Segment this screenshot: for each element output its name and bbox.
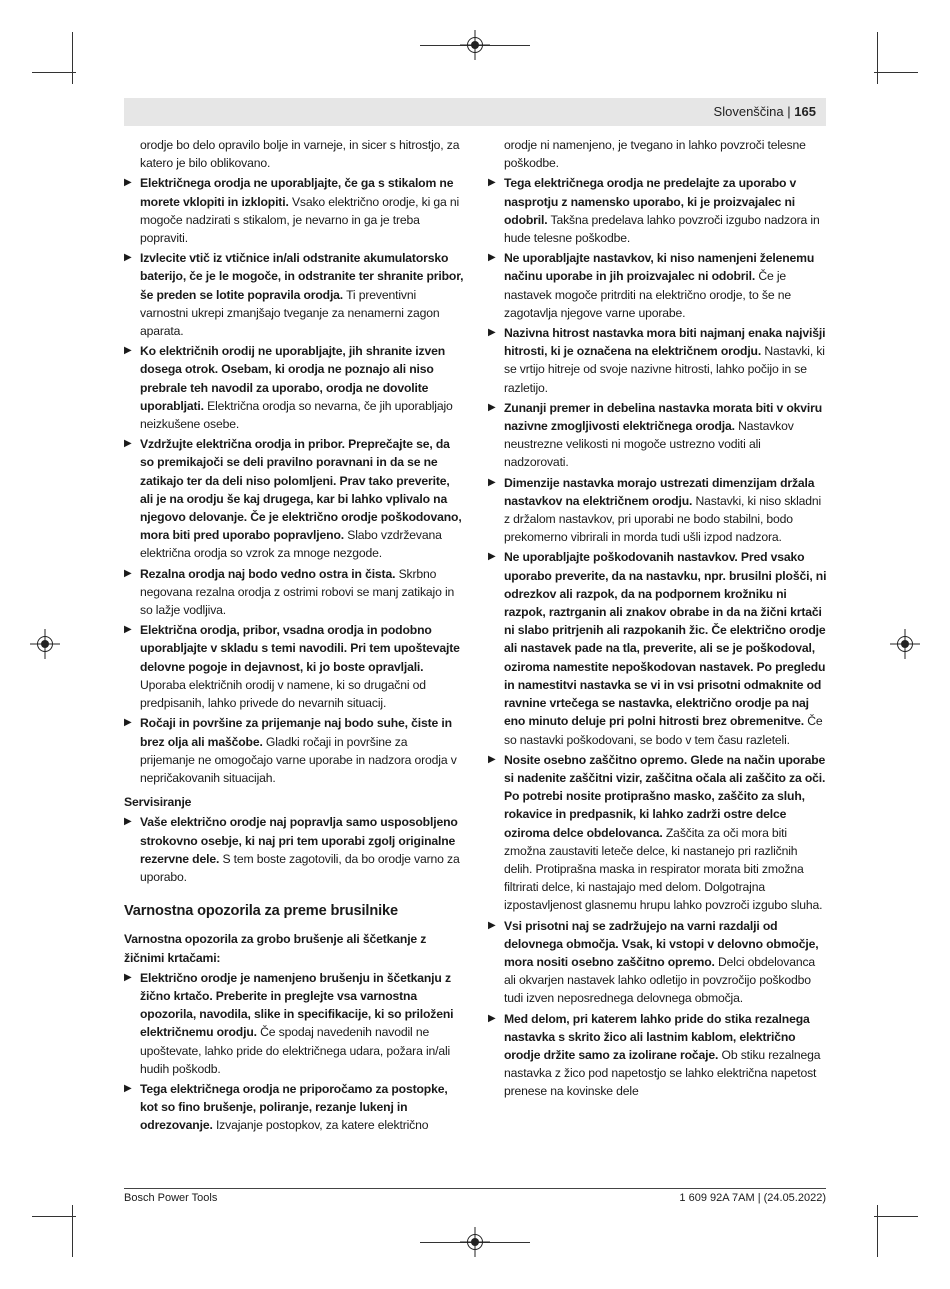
instruction-bold: Električno orodje je namenjeno brušenju in ščetkanju z žično krtačo. Preberite in preglejte vsa varnostna opozorila, navodila, slike in specifikacije, ki so priloženi električnemu orodju. [140, 970, 454, 1040]
instruction-bold: Zunanji premer in debelina nastavka morata biti v okviru nazivne zmogljivosti električnega orodja. [504, 400, 823, 434]
safety-instruction [124, 342, 464, 433]
bullet-triangle-icon: ▶ [488, 1012, 496, 1024]
instruction-text: Ob stiku rezalnega nastavka z žico pod napetostjo se lahko električna napetost prenese na kovinske dele [504, 1047, 821, 1099]
instruction-text: Skrbno negovana rezalna orodja z ostrimi robovi se manj zatikajo in so lažje vodljiva. [140, 566, 455, 618]
instruction-bold: Ne uporabljajte nastavkov, ki niso namenjeni želenemu načinu uporabe in jih proizvajalec ni odobril. [504, 251, 815, 284]
safety-instruction [124, 249, 464, 340]
bullet-triangle-icon: ▶ [488, 919, 496, 931]
instruction-text: Takšna predelava lahko povzroči izgubo nadzora in hude telesne poškodbe. [504, 212, 820, 246]
bullet-triangle-icon: ▶ [488, 327, 496, 339]
safety-instruction [124, 174, 464, 247]
bullet-triangle-icon: ▶ [124, 971, 132, 983]
safety-instruction [124, 435, 464, 562]
right-column [488, 136, 828, 1103]
instruction-bold: Električnega orodja ne uporabljajte, če ga s stikalom ne morete vklopiti in izklopiti. [140, 176, 454, 209]
instruction-bold: Tega električnega orodja ne predelajte za uporabo v nasprotju z namensko uporabo, ki je proizvajalec ni odobril. [504, 176, 797, 227]
instruction-bold: Vaše električno orodje naj popravlja samo usposobljeno strokovno osebje, ki naj pri tem uporabi zgolj originalne rezervne dele. [140, 815, 458, 866]
instruction-text: Delci obdelovanca ali okvarjen nastavek lahko odletijo in povzročijo poškodbo tudi izven neposrednega delovnega območja. [504, 954, 816, 1006]
instruction-bold: Vsi prisotni naj se zadržujejo na varni razdalji od delovnega območja. Vsak, ki vstopi v delovno območje, mora nositi osebno zaščitno opremo. [504, 918, 819, 969]
instruction-bold: Med delom, pri katerem lahko pride do stika rezalnega nastavka s skrito žico ali lastnim kablom, električno orodje držite samo za izolirane ročaje. [504, 1011, 810, 1062]
instruction-text: Če so nastavki poškodovani, se bodo v tem času razleteli. [504, 714, 823, 747]
bullet-triangle-icon: ▶ [124, 345, 132, 357]
bullet-triangle-icon: ▶ [488, 476, 496, 488]
safety-instruction [124, 714, 464, 787]
instruction-bold: Ročaji in površine za prijemanje naj bodo suhe, čiste in brez olja ali maščobe. [140, 716, 452, 749]
bullet-triangle-icon: ▶ [488, 401, 496, 413]
safety-instruction [124, 813, 464, 886]
registration-mark-icon [467, 1234, 483, 1250]
crop-mark [72, 1205, 73, 1257]
registration-mark-icon [467, 37, 483, 53]
instruction-bold: Izvlecite vtič iz vtičnice in/ali odstranite akumulatorsko baterijo, če je le mogoče, in odstranite ter shranite pribor, še preden se lotite popravila orodja. [140, 251, 464, 302]
safety-instruction [124, 969, 464, 1078]
instruction-bold: Dimenzije nastavka morajo ustrezati dimenzijam držala nastavkov na električnem orodju. [504, 475, 815, 508]
instruction-text: Če je nastavek mogoče pritrditi na električno orodje, to še ne zagotavlja njegove varne uporabe. [504, 269, 791, 320]
bullet-triangle-icon: ▶ [124, 438, 132, 450]
bullet-triangle-icon: ▶ [124, 1082, 132, 1094]
crop-mark [874, 72, 918, 73]
bullet-triangle-icon: ▶ [124, 567, 132, 579]
subheading: Varnostna opozorila za grobo brušenje ali ščetkanje z žičnimi krtačami: [124, 932, 427, 965]
instruction-text: Vsako električno orodje, ki ga ni mogoče nadzirati s stikalom, je nevarno in ga je treba popraviti. [140, 194, 460, 246]
safety-instruction [488, 174, 828, 247]
safety-instruction [124, 1080, 464, 1135]
bullet-triangle-icon: ▶ [488, 753, 496, 765]
paragraph: orodje ni namenjeno, je tvegano in lahko povzroči telesne poškodbe. [504, 138, 806, 171]
bullet-triangle-icon: ▶ [124, 717, 132, 729]
instruction-text: S tem boste zagotovili, da bo orodje varno za uporabo. [140, 851, 460, 884]
bullet-triangle-icon: ▶ [124, 252, 132, 264]
instruction-text: Ti preventivni varnostni ukrepi zmanjšajo tveganje za nenamerni zagon aparata. [140, 287, 440, 339]
instruction-text: Zaščita za oči mora biti zmožna zaustaviti leteče delce, ki nastanejo pri različnih delih. Protiprašna maska in respirator morata biti zmožna filtrirati delce, ki nastajajo med delom. Dolgotrajna izpostavljenost glasnemu hrupu lahko povzroči izgubo sluha. [504, 825, 823, 913]
crop-mark [877, 32, 878, 84]
instruction-text: Nastavkov neustrezne velikosti ni mogoče ustrezno voditi ali nadzorovati. [504, 419, 794, 470]
crop-mark [877, 1205, 878, 1257]
bullet-triangle-icon: ▶ [488, 252, 496, 264]
instruction-text: Gladki ročaji in površine za prijemanje ne omogočajo varne uporabe in nadzora orodja v nepričakovanih situacijah. [140, 734, 457, 785]
instruction-bold: Električna orodja, pribor, vsadna orodja in podobno uporabljajte v skladu s temi navodili. Pri tem upoštevajte delovne pogoje in dejavnost, ki jo boste opravljali. [140, 623, 460, 674]
instruction-bold: Nazivna hitrost nastavka mora biti najmanj enaka najvišji hitrosti, ki je označena na električnem orodju. [504, 326, 826, 359]
instruction-text: Nastavki, ki niso skladni z držalom nastavkov, pri uporabi ne bodo stabilni, bodo prekomerno vibrirali in morda tudi ušli izpod nadzora. [504, 493, 822, 545]
footer-docnumber: 1 609 92A 7AM | (24.05.2022) [679, 1192, 826, 1204]
bullet-triangle-icon: ▶ [124, 624, 132, 636]
safety-instruction [488, 474, 828, 547]
header-text [714, 104, 816, 119]
instruction-bold: Vzdržujte električna orodja in pribor. Preprečajte se, da so premikajoči se deli pravilno poravnani in da se ne zatikajo ter da deli niso polomljeni. Prav tako preverite, ali je na orodju še kaj drugega, kar bi lahko vplivalo na njegovo delovanje. Če je električno orodje poškodovano, mora biti pred uporabo popravljeno. [140, 437, 462, 543]
crop-mark [32, 1216, 76, 1217]
instruction-bold: Rezalna orodja naj bodo vedno ostra in čista. [140, 566, 396, 581]
instruction-bold: Ne uporabljajte poškodovanih nastavkov. Pred vsako uporabo preverite, da na nastavku, npr. brusilni plošči, ni odrezkov ali razpok, da na podpornem krožniku ni razpok, raztrganin ali znakov obrabe in da na žični krtači ni slabo pritrjenih ali razpokanih žic. Če električno orodje ali nastavek pade na tla, preverite, ali se je poškodoval, oziroma namestite nepoškodovan nastavek. Po pregledu in namestitvi nastavka se vi in vsi prisotni odmaknite od ravnine vrtečega se nastavka, električno orodje pa naj eno minuto deluje pri polni hitrosti brez obremenitve. [504, 550, 827, 729]
paragraph: orodje bo delo opravilo bolje in varneje, in sicer s hitrostjo, za katero je bilo oblikovano. [140, 138, 460, 171]
safety-instruction [488, 399, 828, 472]
safety-instruction [488, 1010, 828, 1101]
subheading: Servisiranje [124, 795, 192, 810]
safety-instruction [488, 548, 828, 748]
instruction-bold: Nosite osebno zaščitno opremo. Glede na način uporabe si nadenite zaščitni vizir, zaščitna očala ali zaščito za oči. Po potrebi nosite protiprašno masko, zaščito za sluh, rokavice in predpasnik, ki lahko zadrži ostre delce oziroma delce obdelovanca. [504, 752, 826, 840]
instruction-text: Električna orodja so nevarna, če jih uporabljajo neizkušene osebe. [140, 398, 453, 432]
bullet-triangle-icon: ▶ [488, 177, 496, 189]
safety-instruction [488, 917, 828, 1008]
instruction-text: Slabo vzdrževana električna orodja so vzrok za mnoge nezgode. [140, 528, 442, 561]
left-column [124, 136, 464, 1137]
bullet-triangle-icon: ▶ [488, 551, 496, 563]
footer-publisher: Bosch Power Tools [124, 1192, 218, 1204]
page-header [124, 98, 826, 126]
safety-instruction [488, 751, 828, 915]
header-separator: | [787, 104, 791, 119]
section-heading: Varnostna opozorila za preme brusilnike [124, 903, 398, 920]
footer-rule [124, 1188, 826, 1189]
page-number: 165 [794, 104, 816, 119]
safety-instruction [488, 324, 828, 397]
header-language: Slovenščina [713, 104, 784, 119]
safety-instruction [124, 565, 464, 620]
instruction-text: Nastavki, ki se vrtijo hitreje od svoje nazivne hitrosti, lahko počijo in se razletijo. [504, 344, 825, 395]
crop-mark [72, 32, 73, 84]
registration-mark-icon [897, 636, 913, 652]
safety-instruction [488, 249, 828, 322]
crop-mark [874, 1216, 918, 1217]
instruction-text: Če spodaj navedenih navodil ne upoštevate, lahko pride do električnega udara, požara in/ali hudih poškodb. [140, 1025, 451, 1076]
safety-instruction [124, 621, 464, 712]
instruction-bold: Ko električnih orodij ne uporabljajte, jih shranite izven dosega otrok. Osebam, ki orodja ne poznajo ali niso prebrale teh navodil za uporabo, orodja ne dovolite uporabljati. [140, 344, 445, 413]
instruction-bold: Tega električnega orodja ne priporočamo za postopke, kot so fino brušenje, poliranje, rezanje lukenj in odrezovanje. [140, 1081, 448, 1133]
registration-mark-icon [37, 636, 53, 652]
instruction-text: Izvajanje postopkov, za katere električno [212, 1118, 429, 1133]
bullet-triangle-icon: ▶ [124, 177, 132, 189]
crop-mark [32, 72, 76, 73]
bullet-triangle-icon: ▶ [124, 816, 132, 828]
instruction-text: Uporaba električnih orodij v namene, ki so drugačni od predpisanih, lahko privede do nevarnih situacij. [140, 677, 426, 711]
